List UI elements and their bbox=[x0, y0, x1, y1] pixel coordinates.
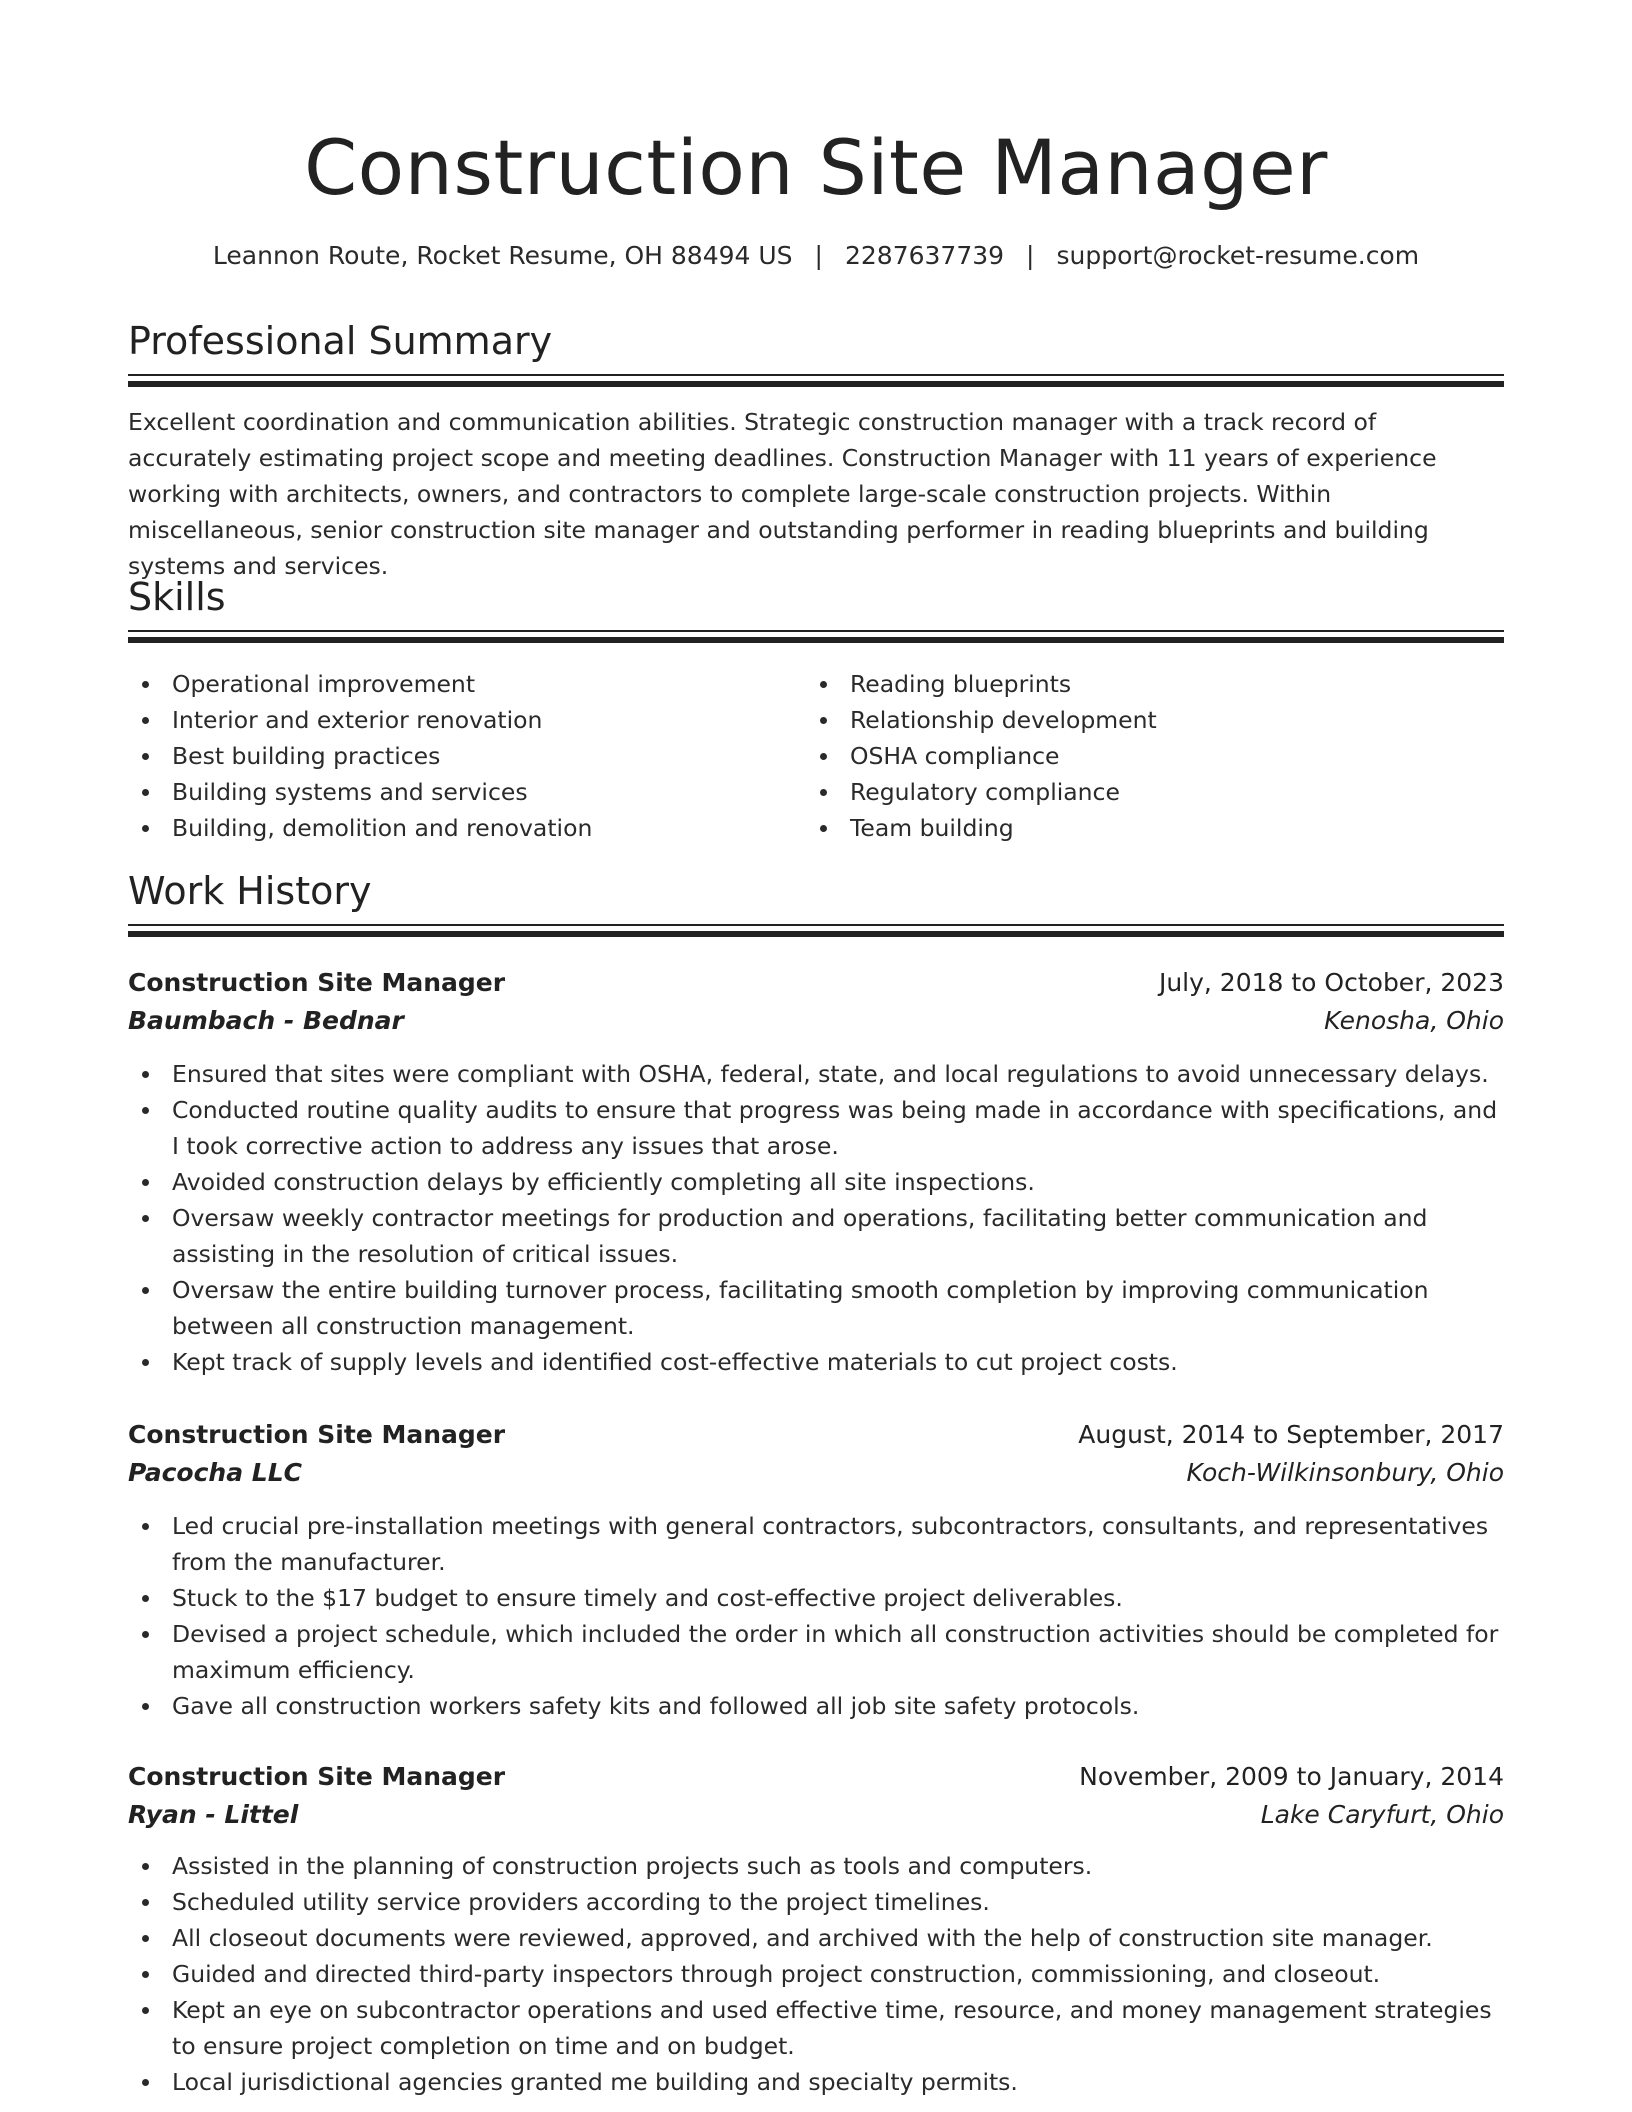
job-header bbox=[128, 1416, 1504, 1492]
job-company: Pacocha LLC bbox=[128, 1458, 302, 1487]
job-title: Construction Site Manager bbox=[128, 968, 506, 997]
job-bullet: Stuck to the $17 budget to ensure timely and cost-effective project deliverables. bbox=[128, 1580, 1504, 1616]
job-dates: November, 2009 to January, 2014 bbox=[1079, 1762, 1504, 1791]
job-bullet: Assisted in the planning of construction projects such as tools and computers. bbox=[128, 1848, 1504, 1884]
contact-phone[interactable]: 2287637739 bbox=[844, 241, 1005, 270]
summary-heading: Professional Summary bbox=[128, 319, 553, 363]
skills-heading: Skills bbox=[128, 575, 226, 619]
job-bullet: Avoided construction delays by efficiently completing all site inspections. bbox=[128, 1164, 1504, 1200]
candidate-name: Construction Site Manager bbox=[304, 123, 1328, 212]
summary-text: Excellent coordination and communication abilities. Strategic construction manager with a track record of accurately estimating project scope and meeting deadlines. Construction Manager with 11 years of experience working with architects, owners, and contractors to complete large-scale construction projects. Within miscellaneous, senior construction site manager and outstanding performer in reading blueprints and building systems and services. bbox=[128, 408, 1437, 580]
contact-separator: | bbox=[814, 241, 823, 270]
section-divider bbox=[128, 924, 1504, 935]
contact-email[interactable]: support@rocket-resume.com bbox=[1056, 241, 1420, 270]
job-bullet: Kept track of supply levels and identified cost-effective materials to cut project costs. bbox=[128, 1344, 1504, 1380]
job-entry bbox=[128, 1758, 1504, 2100]
contact-separator: | bbox=[1026, 241, 1035, 270]
skills-list-right bbox=[806, 666, 1486, 846]
job-dates: August, 2014 to September, 2017 bbox=[1078, 1420, 1504, 1449]
job-header bbox=[128, 1758, 1504, 1834]
job-entry bbox=[128, 964, 1504, 1380]
skill-item: Regulatory compliance bbox=[806, 774, 1486, 810]
job-bullet: Oversaw weekly contractor meetings for production and operations, facilitating better communication and assisting in the resolution of critical issues. bbox=[128, 1200, 1504, 1272]
skill-item: Reading blueprints bbox=[806, 666, 1486, 702]
job-bullet: Guided and directed third-party inspectors through project construction, commissioning, and closeout. bbox=[128, 1956, 1504, 1992]
job-bullets bbox=[128, 1848, 1504, 2100]
job-bullet: Led crucial pre-installation meetings with general contractors, subcontractors, consultants, and representatives from the manufacturer. bbox=[128, 1508, 1504, 1580]
job-location: Koch-Wilkinsonbury, Ohio bbox=[1186, 1458, 1504, 1487]
contact-line bbox=[128, 236, 1504, 276]
job-location: Kenosha, Ohio bbox=[1324, 1006, 1504, 1035]
job-title: Construction Site Manager bbox=[128, 1762, 506, 1791]
skills-list-left bbox=[128, 666, 808, 846]
skill-item: OSHA compliance bbox=[806, 738, 1486, 774]
job-bullets bbox=[128, 1508, 1504, 1724]
section-divider bbox=[128, 630, 1504, 641]
job-bullet: Devised a project schedule, which included the order in which all construction activities should be completed for maximum efficiency. bbox=[128, 1616, 1504, 1688]
job-bullet: All closeout documents were reviewed, approved, and archived with the help of construction site manager. bbox=[128, 1920, 1504, 1956]
skill-item: Interior and exterior renovation bbox=[128, 702, 808, 738]
job-company: Baumbach - Bednar bbox=[128, 1006, 404, 1035]
job-bullet: Gave all construction workers safety kits and followed all job site safety protocols. bbox=[128, 1688, 1504, 1724]
job-header bbox=[128, 964, 1504, 1040]
work-history-heading: Work History bbox=[128, 869, 372, 913]
skills-column-left bbox=[128, 666, 808, 846]
skills-column-right bbox=[806, 666, 1486, 846]
skill-item: Relationship development bbox=[806, 702, 1486, 738]
job-bullet: Kept an eye on subcontractor operations and used effective time, resource, and money management strategies to ensure project completion on time and on budget. bbox=[128, 1992, 1504, 2064]
skill-item: Operational improvement bbox=[128, 666, 808, 702]
skill-item: Building systems and services bbox=[128, 774, 808, 810]
job-bullet: Scheduled utility service providers according to the project timelines. bbox=[128, 1884, 1504, 1920]
skill-item: Best building practices bbox=[128, 738, 808, 774]
job-bullet: Conducted routine quality audits to ensure that progress was being made in accordance with specifications, and I took corrective action to address any issues that arose. bbox=[128, 1092, 1504, 1164]
job-entry bbox=[128, 1416, 1504, 1724]
section-divider bbox=[128, 374, 1504, 385]
skill-item: Team building bbox=[806, 810, 1486, 846]
job-company: Ryan - Littel bbox=[128, 1800, 299, 1829]
job-dates: July, 2018 to October, 2023 bbox=[1158, 968, 1504, 997]
job-bullets bbox=[128, 1056, 1504, 1380]
job-title: Construction Site Manager bbox=[128, 1420, 506, 1449]
job-bullet: Local jurisdictional agencies granted me building and specialty permits. bbox=[128, 2064, 1504, 2100]
skill-item: Building, demolition and renovation bbox=[128, 810, 808, 846]
contact-address: Leannon Route, Rocket Resume, OH 88494 US bbox=[212, 241, 793, 270]
job-bullet: Oversaw the entire building turnover process, facilitating smooth completion by improving communication between all construction management. bbox=[128, 1272, 1504, 1344]
job-location: Lake Caryfurt, Ohio bbox=[1260, 1800, 1504, 1829]
job-bullet: Ensured that sites were compliant with OSHA, federal, state, and local regulations to avoid unnecessary delays. bbox=[128, 1056, 1504, 1092]
